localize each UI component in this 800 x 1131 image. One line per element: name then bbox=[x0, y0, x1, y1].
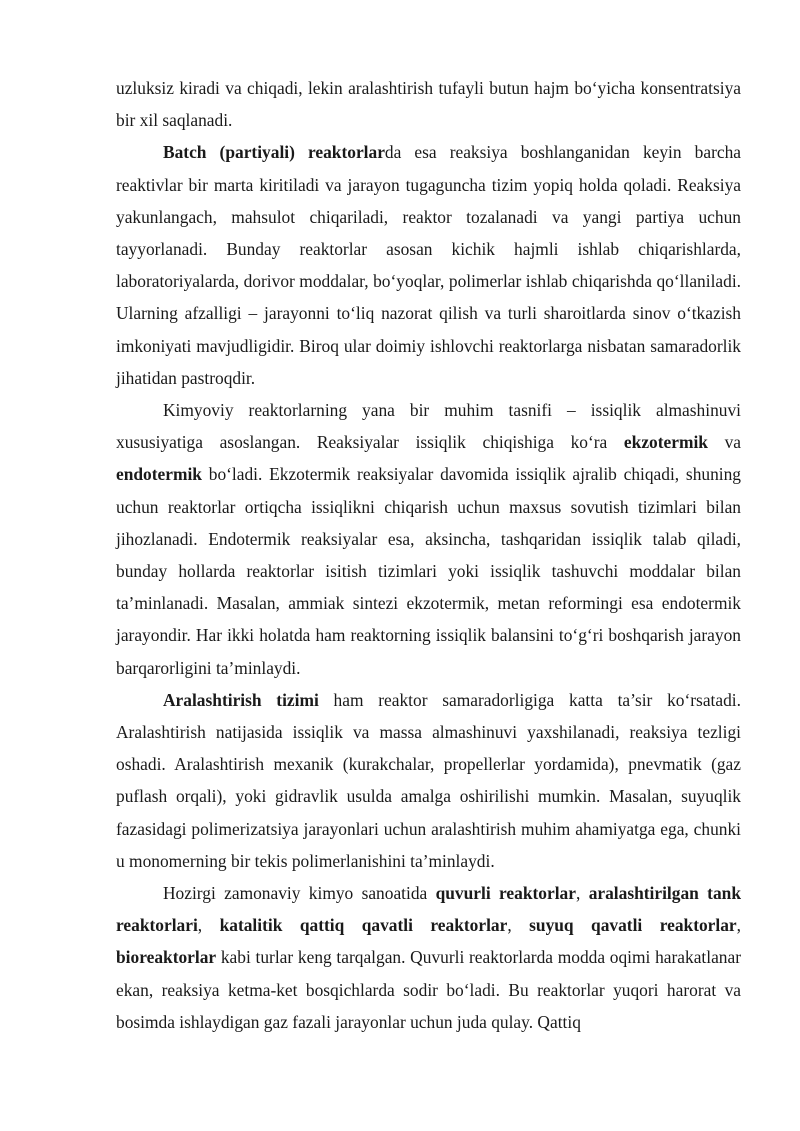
term-tubular-reactors: quvurli reaktorlar bbox=[435, 883, 576, 904]
paragraph-text: da esa reaksiya boshlanganidan keyin barcha reaktivlar bir marta kiritiladi va jarayon tugaguncha tizim yopiq holda qoladi. Reaksiya yakunlangach, mahsulot chiqariladi, reaktor tozalanadi va yangi partiya uchun tayyorlanadi. Bunday reaktorlar asosan kichik hajmli ishlab chiqarishlarda, laboratoriyalarda, dorivor moddalar, bo‘yoqlar, polimerlar ishlab chiqarishda qo‘llaniladi. Ularning afzalligi – jarayonni to‘liq nazorat qilish va turli sharoitlarda sinov o‘tkazish imkoniyati mavjudligidir. Biroq ular doimiy ishlovchi reaktorlarga nisbatan samaradorlik jihatidan pastroqdir. bbox=[116, 142, 741, 388]
term-mixing-system: Aralashtirish tizimi bbox=[163, 689, 319, 710]
term-batch-reactors: Batch (partiyali) reaktorlar bbox=[163, 142, 385, 163]
paragraph-text: ham reaktor samaradorligiga katta ta’sir ko‘rsatadi. Aralashtirish natijasida issiqlik va massa almashinuvi yaxshilanadi, reaksiya tezligi oshadi. Aralashtirish mexanik (kurakchalar, propellerlar yordamida), pnevmatik (gaz puflash orqali), yoki gidravlik usulda amalga oshirilishi mumkin. Masalan, suyuqlik fazasidagi polimerizatsiya jarayonlari uchun aralashtirish muhim ahamiyatga ega, chunki u monomerning bir tekis polimerlanishini ta’minlaydi. bbox=[116, 689, 741, 871]
paragraph-text: bo‘ladi. Ekzotermik reaksiyalar davomida issiqlik ajralib chiqadi, shuning uchun reaktorlar ortiqcha issiqlikni chiqarish uchun maxsus sovutish tizimlari bilan jihozlanadi. Endotermik reaksiyalar esa, aksincha, tashqaridan issiqlik talab qiladi, bunday hollarda reaktorlar isitish tizimlari yoki issiqlik tashuvchi moddalar bilan ta’minlanadi. Masalan, ammiak sintezi ekzotermik, metan reformingi esa endotermik jarayondir. Har ikki holatda ham reaktorning issiqlik balansini to‘g‘ri boshqarish jarayon barqarorligini ta’minlaydi. bbox=[116, 464, 741, 678]
paragraph-reactor-types bbox=[116, 877, 741, 1038]
paragraph-text: va bbox=[707, 432, 742, 453]
paragraph-batch-reactors bbox=[116, 136, 741, 394]
paragraph-text: uzluksiz kiradi va chiqadi, lekin aralashtirish tufayli butun hajm bo‘yicha konsentratsiya bir xil saqlanadi. bbox=[116, 78, 741, 131]
paragraph-text: kabi turlar keng tarqalgan. Quvurli reaktorlarda modda oqimi harakatlanar ekan, reaksiya ketma-ket bosqichlarda sodir bo‘ladi. Bu reaktorlar yuqori harorat va bosimda ishlaydigan gaz fazali jarayonlar uchun juda qulay. Qattiq bbox=[116, 947, 741, 1032]
term-exothermic: ekzotermik bbox=[623, 432, 708, 453]
term-fluidized-bed-reactors: suyuq qavatli reaktorlar bbox=[529, 915, 737, 936]
paragraph-mixing-system bbox=[116, 684, 741, 877]
separator: , bbox=[575, 883, 589, 904]
separator: , bbox=[736, 915, 741, 936]
separator: , bbox=[197, 915, 220, 936]
paragraph-heat-exchange bbox=[116, 394, 741, 684]
term-stirred-tank-reactors: aralashtirilgan tank reaktorlari bbox=[116, 883, 742, 936]
paragraph-continuation bbox=[116, 72, 741, 136]
term-catalytic-fixed-bed-reactors: katalitik qattiq qavatli reaktorlar bbox=[219, 915, 508, 936]
document-page bbox=[116, 72, 741, 1038]
separator: , bbox=[507, 915, 530, 936]
term-endothermic: endotermik bbox=[116, 464, 202, 485]
paragraph-text: Kimyoviy reaktorlarning yana bir muhim tasnifi – issiqlik almashinuvi xususiyatiga asoslangan. Reaksiyalar issiqlik chiqishiga ko‘ra bbox=[116, 400, 741, 453]
term-bioreactors: bioreaktorlar bbox=[116, 947, 217, 968]
paragraph-text: Hozirgi zamonaviy kimyo sanoatida bbox=[163, 883, 436, 904]
